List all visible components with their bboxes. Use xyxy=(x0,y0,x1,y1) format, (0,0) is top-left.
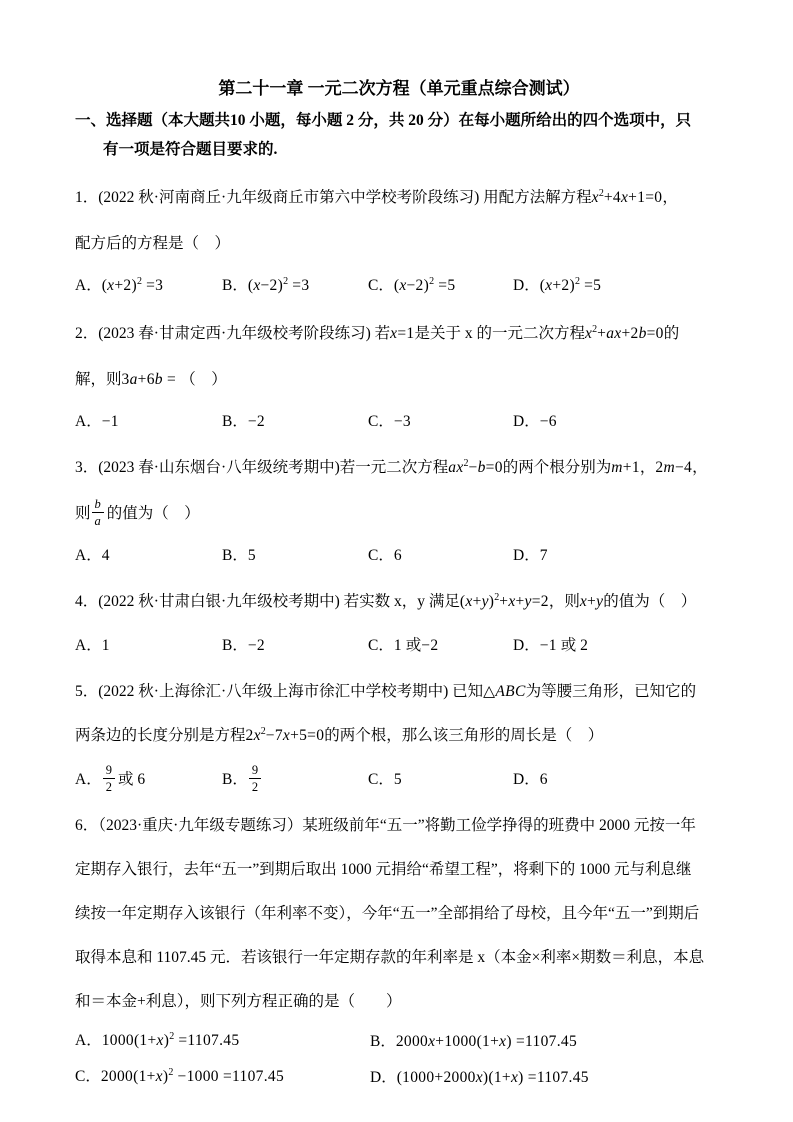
superscript: 2 xyxy=(598,188,604,199)
text-run: 和＝本金+利息），则下列方程正确的是（ ） xyxy=(75,993,402,1010)
math-run: −1000 =1107.45 xyxy=(177,1068,285,1085)
option-label: D． xyxy=(513,771,540,788)
math-run: 5 xyxy=(393,771,402,788)
text-run: 解，则 xyxy=(75,371,122,388)
option-4D xyxy=(513,626,723,666)
text-run: 或 6 xyxy=(117,771,146,788)
math-run: −2 xyxy=(421,637,439,654)
question-stem-line xyxy=(75,446,723,492)
fraction-numerator: b xyxy=(92,497,104,513)
question-3 xyxy=(75,446,723,576)
math-run: =5 xyxy=(438,277,456,294)
fraction xyxy=(249,763,261,795)
question-stem-line xyxy=(75,358,723,402)
superscript: 2 xyxy=(429,276,435,287)
math-run: (x+2) xyxy=(539,277,575,294)
option-label: C． xyxy=(368,277,394,294)
superscript: 2 xyxy=(260,726,266,737)
fraction-denominator: 2 xyxy=(251,779,259,794)
option-1A xyxy=(75,266,222,308)
superscript: 2 xyxy=(592,324,598,335)
question-2 xyxy=(75,312,723,442)
math-run: 5 xyxy=(247,547,256,564)
text-run: 的 xyxy=(663,325,680,342)
math-run: 1000(1+x) xyxy=(101,1032,170,1049)
question-stem-line xyxy=(75,804,723,848)
option-3B xyxy=(222,536,368,576)
options-row xyxy=(75,402,723,442)
math-run: 6 xyxy=(393,547,402,564)
option-3C xyxy=(368,536,513,576)
math-run: △ABC xyxy=(483,683,526,700)
text-run: 6．（2023·重庆·九年级专题练习）某班级前年“五一”将勤工俭学挣得的班费中 2000 元按一年 xyxy=(75,817,696,834)
fraction-denominator: a xyxy=(94,513,101,528)
math-run: 1 xyxy=(393,637,402,654)
option-label: B． xyxy=(222,547,248,564)
option-label: B． xyxy=(222,771,248,788)
text-run: 4．(2022 秋·甘肃白银·九年级校考期中) 若实数 x，y 满足 xyxy=(75,593,460,610)
question-stem-line xyxy=(75,312,723,358)
question-1 xyxy=(75,176,723,308)
math-run: (x−2) xyxy=(247,277,284,294)
superscript: 2 xyxy=(283,276,289,287)
math-run: =3 xyxy=(292,277,310,294)
math-run: m+1 xyxy=(611,459,640,476)
question-stem-line xyxy=(75,892,723,936)
question-stem-line xyxy=(75,848,723,892)
math-run: (1000+2000x)(1+x) =1107.45 xyxy=(396,1069,589,1086)
math-run: 6 xyxy=(539,771,548,788)
math-run: 2000(1+x) xyxy=(100,1068,169,1085)
option-4A xyxy=(75,626,222,666)
math-run: −2 xyxy=(247,637,265,654)
math-run: −2 xyxy=(247,413,265,430)
section-header xyxy=(75,106,723,164)
text-run: 或 2 xyxy=(556,637,588,654)
question-stem-line xyxy=(75,936,723,980)
text-run: 两条边的长度分别是方程 xyxy=(75,727,246,744)
option-1D xyxy=(513,266,723,308)
math-run: ax xyxy=(448,459,464,476)
text-run: 为等腰三角形，已知它的 xyxy=(525,683,697,700)
text-run: 的值为（ ） xyxy=(603,593,697,610)
math-run: 1 xyxy=(101,637,110,654)
math-run: +x+y=2 xyxy=(499,593,549,610)
text-run: （ ） xyxy=(180,371,227,388)
option-label: A． xyxy=(75,771,102,788)
fraction xyxy=(92,497,104,529)
question-stem-line xyxy=(75,580,723,626)
superscript: 2 xyxy=(494,592,500,603)
options-row xyxy=(75,626,723,666)
text-run: 3．(2023 春·山东烟台·八年级统考期中)若一元二次方程 xyxy=(75,459,449,476)
question-stem-line xyxy=(75,176,723,222)
option-6C xyxy=(75,1060,370,1096)
page-title: 第二十一章 一元二次方程（单元重点综合测试） xyxy=(218,79,580,98)
option-label: C． xyxy=(368,547,394,564)
math-run: =1107.45 xyxy=(178,1032,240,1049)
math-run: +4x+1=0 xyxy=(603,189,663,206)
option-5B xyxy=(222,760,368,800)
option-2B xyxy=(222,402,368,442)
fraction-numerator: 9 xyxy=(249,763,261,779)
superscript: 2 xyxy=(463,458,469,469)
option-5A xyxy=(75,760,222,800)
option-2D xyxy=(513,402,723,442)
option-label: D． xyxy=(370,1069,397,1086)
option-5C xyxy=(368,760,513,800)
options-row xyxy=(75,760,723,800)
option-3D xyxy=(513,536,723,576)
math-run: 2m−4 xyxy=(655,459,693,476)
math-run: 3a+6b = xyxy=(121,371,177,388)
questions xyxy=(75,176,723,1096)
option-label: A． xyxy=(75,413,102,430)
math-run: −1 xyxy=(539,637,557,654)
question-6 xyxy=(75,804,723,1096)
math-run: 2000x+1000(1+x) =1107.45 xyxy=(395,1033,578,1050)
math-run: x=1 xyxy=(390,325,415,342)
option-6B xyxy=(370,1025,723,1059)
math-run: x xyxy=(584,325,593,342)
option-label: B． xyxy=(222,413,248,430)
question-5 xyxy=(75,670,723,800)
text-run: 定期存入银行，去年“五一”到期后取出 1000 元捐给“希望工程”，将剩下的 1000 元与利息继 xyxy=(75,861,692,878)
text-run: 配方后的方程是（ ） xyxy=(75,235,231,252)
option-2A xyxy=(75,402,222,442)
option-label: C． xyxy=(75,1068,101,1085)
section-header-line-2: 有一项是符合题目要求的. xyxy=(103,141,278,158)
option-1C xyxy=(368,266,513,308)
superscript: 2 xyxy=(574,276,580,287)
option-3A xyxy=(75,536,222,576)
option-6D xyxy=(370,1061,723,1095)
question-stem-line xyxy=(75,670,723,714)
options-row xyxy=(75,1024,723,1096)
text-run: 2．(2023 春·甘肃定西·九年级校考阶段练习) 若 xyxy=(75,325,391,342)
math-run: −1 xyxy=(101,413,119,430)
math-run: (x+y) xyxy=(459,593,495,610)
option-label: A． xyxy=(75,547,102,564)
section-header-line-1: 一、选择题（本大题共10 小题，每小题 2 分，共 20 分）在每小题所给出的四个选项中，只 xyxy=(75,112,692,129)
math-run: =5 xyxy=(584,277,602,294)
math-run: +ax+2b=0 xyxy=(597,325,664,342)
option-label: D． xyxy=(513,277,540,294)
text-run: ，则 xyxy=(548,593,580,610)
option-1B xyxy=(222,266,368,308)
text-run: 的两个根分别为 xyxy=(502,459,612,476)
option-label: C． xyxy=(368,637,394,654)
math-run: 4 xyxy=(101,547,110,564)
question-stem-line xyxy=(75,980,723,1024)
text-run: 续按一年定期存入该银行（年利率不变），今年“五一”全部捐给了母校，且今年“五一”到期后 xyxy=(75,905,700,922)
text-run: 是关于 x 的一元二次方程 xyxy=(414,325,585,342)
option-label: B． xyxy=(222,637,248,654)
fraction-numerator: 9 xyxy=(103,763,115,779)
math-run: −6 xyxy=(539,413,557,430)
option-2C xyxy=(368,402,513,442)
options-row xyxy=(75,266,723,308)
option-label: A． xyxy=(75,637,102,654)
superscript: 2 xyxy=(136,276,142,287)
math-run: (x−2) xyxy=(393,277,430,294)
text-run: ， xyxy=(662,189,678,206)
math-run: x xyxy=(591,189,599,206)
text-run: 5．(2022 秋·上海徐汇·八年级上海市徐汇中学校考期中) 已知 xyxy=(75,683,484,700)
text-run: 取得本息和 1107.45 元．若该银行一年定期存款的年利率是 x（本金×利率×期数＝利息，本息 xyxy=(75,949,705,966)
option-4B xyxy=(222,626,368,666)
math-run: −b=0 xyxy=(468,459,503,476)
option-label: D． xyxy=(513,547,540,564)
text-run: 的两个根，那么该三角形的周长是（ ） xyxy=(324,727,604,744)
math-run: 2x xyxy=(245,727,261,744)
superscript: 2 xyxy=(169,1031,175,1042)
text-run: ， xyxy=(692,459,708,476)
text-run: 的值为（ ） xyxy=(106,505,200,522)
fraction xyxy=(103,763,115,795)
math-run: =3 xyxy=(146,277,164,294)
text-run: 则 xyxy=(75,505,91,522)
option-label: D． xyxy=(513,413,540,430)
math-run: x+y xyxy=(579,593,604,610)
question-stem-line xyxy=(75,222,723,266)
math-run: −7x+5=0 xyxy=(265,727,325,744)
option-label: A． xyxy=(75,277,102,294)
text-run: ， xyxy=(639,459,656,476)
option-label: B． xyxy=(222,277,248,294)
option-label: B． xyxy=(370,1033,396,1050)
option-6A xyxy=(75,1024,370,1060)
option-label: A． xyxy=(75,1032,102,1049)
options-row xyxy=(75,536,723,576)
math-run: −3 xyxy=(393,413,411,430)
option-4C xyxy=(368,626,513,666)
option-label: C． xyxy=(368,771,394,788)
question-4 xyxy=(75,580,723,666)
option-5D xyxy=(513,760,723,800)
math-run: 7 xyxy=(539,547,548,564)
math-run: (x+2) xyxy=(101,277,137,294)
question-stem-line xyxy=(75,492,723,536)
text-run: 1．(2022 秋·河南商丘·九年级商丘市第六中学校考阶段练习) 用配方法解方程 xyxy=(75,189,592,206)
superscript: 2 xyxy=(168,1067,174,1078)
text-run: 或 xyxy=(401,637,422,654)
question-stem-line xyxy=(75,714,723,760)
option-label: C． xyxy=(368,413,394,430)
fraction-denominator: 2 xyxy=(105,779,112,794)
option-label: D． xyxy=(513,637,540,654)
